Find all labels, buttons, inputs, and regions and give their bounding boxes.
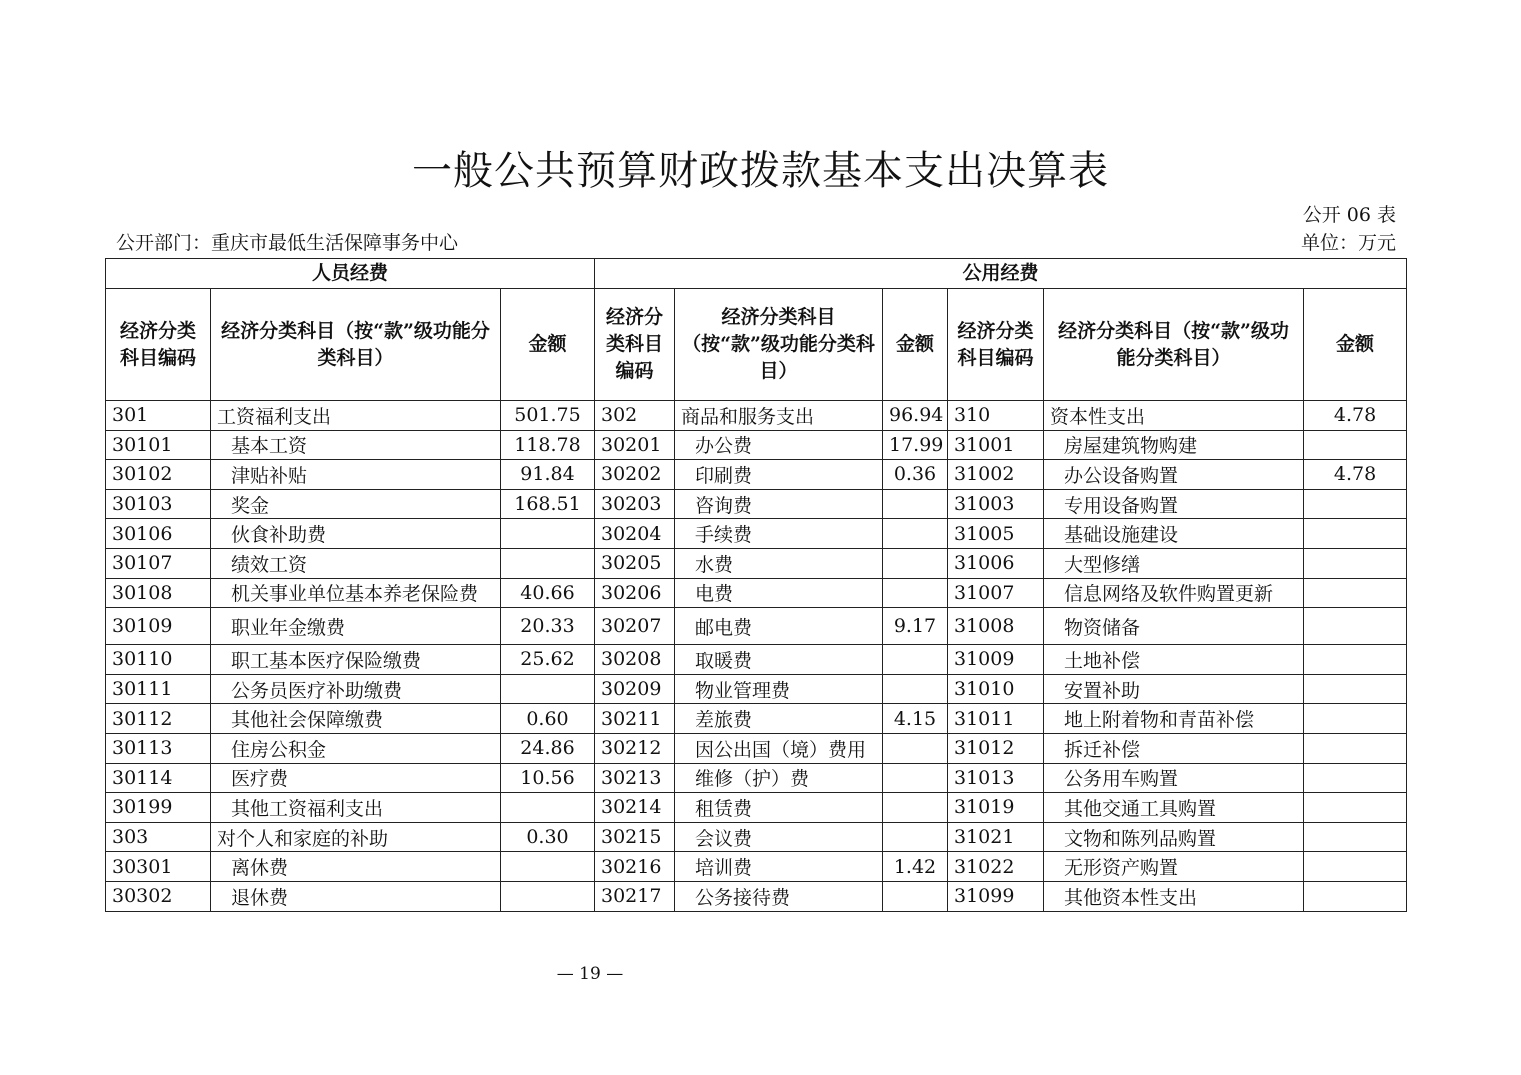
table-row xyxy=(106,763,1407,793)
cell-personnel-code: 30102 xyxy=(106,460,211,490)
cell-personnel-amount: 24.86 xyxy=(501,733,595,763)
cell-goods-amount xyxy=(883,763,948,793)
cell-goods-code: 30217 xyxy=(595,881,675,911)
cell-capital-name: 其他交通工具购置 xyxy=(1044,793,1304,823)
cell-capital-name: 物资储备 xyxy=(1044,608,1304,645)
cell-capital-code: 31011 xyxy=(948,704,1044,734)
cell-personnel-name: 机关事业单位基本养老保险费 xyxy=(211,578,501,608)
cell-capital-code: 31022 xyxy=(948,852,1044,882)
cell-goods-code: 30204 xyxy=(595,519,675,549)
cell-goods-amount: 96.94 xyxy=(883,401,948,431)
cell-personnel-code: 303 xyxy=(106,822,211,852)
table-row xyxy=(106,548,1407,578)
cell-personnel-name: 其他社会保障缴费 xyxy=(211,704,501,734)
cell-capital-name: 信息网络及软件购置更新 xyxy=(1044,578,1304,608)
cell-goods-code: 30205 xyxy=(595,548,675,578)
header-personnel-code: 经济分类科目编码 xyxy=(106,289,211,401)
cell-capital-name: 专用设备购置 xyxy=(1044,489,1304,519)
cell-personnel-amount: 168.51 xyxy=(501,489,595,519)
cell-capital-amount xyxy=(1304,578,1407,608)
cell-goods-name: 邮电费 xyxy=(675,608,883,645)
cell-capital-name: 土地补偿 xyxy=(1044,645,1304,675)
cell-capital-code: 31002 xyxy=(948,460,1044,490)
cell-goods-name: 因公出国（境）费用 xyxy=(675,733,883,763)
cell-personnel-code: 30103 xyxy=(106,489,211,519)
cell-capital-amount xyxy=(1304,793,1407,823)
page-title: 一般公共预算财政拨款基本支出决算表 xyxy=(412,148,1109,194)
cell-goods-amount: 0.36 xyxy=(883,460,948,490)
cell-capital-code: 31013 xyxy=(948,763,1044,793)
cell-goods-name: 维修（护）费 xyxy=(675,763,883,793)
cell-personnel-amount: 25.62 xyxy=(501,645,595,675)
cell-personnel-code: 30199 xyxy=(106,793,211,823)
cell-capital-name: 资本性支出 xyxy=(1044,401,1304,431)
cell-personnel-amount xyxy=(501,793,595,823)
cell-goods-name: 会议费 xyxy=(675,822,883,852)
cell-capital-code: 31003 xyxy=(948,489,1044,519)
table-row xyxy=(106,852,1407,882)
cell-goods-amount xyxy=(883,645,948,675)
cell-capital-name: 地上附着物和青苗补偿 xyxy=(1044,704,1304,734)
cell-capital-amount xyxy=(1304,489,1407,519)
page-number: — 19 — xyxy=(556,964,624,984)
cell-capital-amount xyxy=(1304,852,1407,882)
header-personnel-name: 经济分类科目（按“款”级功能分类科目） xyxy=(211,289,501,401)
cell-goods-code: 30208 xyxy=(595,645,675,675)
cell-goods-amount xyxy=(883,733,948,763)
cell-capital-name: 无形资产购置 xyxy=(1044,852,1304,882)
cell-personnel-amount: 0.60 xyxy=(501,704,595,734)
table-row xyxy=(106,401,1407,431)
cell-personnel-code: 30111 xyxy=(106,674,211,704)
cell-personnel-code: 30107 xyxy=(106,548,211,578)
cell-personnel-code: 30302 xyxy=(106,881,211,911)
cell-personnel-code: 30301 xyxy=(106,852,211,882)
table-row xyxy=(106,674,1407,704)
table-row xyxy=(106,489,1407,519)
cell-goods-code: 30213 xyxy=(595,763,675,793)
cell-capital-code: 31001 xyxy=(948,430,1044,460)
cell-personnel-code: 30106 xyxy=(106,519,211,549)
cell-goods-code: 30207 xyxy=(595,608,675,645)
cell-goods-name: 办公费 xyxy=(675,430,883,460)
table-row xyxy=(106,578,1407,608)
table-body xyxy=(106,401,1407,912)
cell-goods-name: 咨询费 xyxy=(675,489,883,519)
cell-capital-amount xyxy=(1304,704,1407,734)
cell-capital-amount xyxy=(1304,881,1407,911)
section-personnel: 人员经费 xyxy=(106,259,595,289)
cell-personnel-name: 基本工资 xyxy=(211,430,501,460)
cell-goods-name: 物业管理费 xyxy=(675,674,883,704)
cell-capital-name: 其他资本性支出 xyxy=(1044,881,1304,911)
cell-goods-amount xyxy=(883,578,948,608)
cell-personnel-name: 伙食补助费 xyxy=(211,519,501,549)
form-number: 公开 06 表 xyxy=(1302,204,1396,226)
header-capital-code: 经济分类科目编码 xyxy=(948,289,1044,401)
cell-capital-amount xyxy=(1304,674,1407,704)
cell-capital-name: 房屋建筑物购建 xyxy=(1044,430,1304,460)
cell-goods-code: 302 xyxy=(595,401,675,431)
cell-goods-name: 租赁费 xyxy=(675,793,883,823)
cell-goods-amount: 1.42 xyxy=(883,852,948,882)
cell-goods-amount xyxy=(883,548,948,578)
budget-table xyxy=(105,258,1407,912)
cell-goods-code: 30203 xyxy=(595,489,675,519)
cell-goods-code: 30216 xyxy=(595,852,675,882)
cell-goods-amount: 9.17 xyxy=(883,608,948,645)
cell-personnel-code: 30113 xyxy=(106,733,211,763)
cell-personnel-amount: 20.33 xyxy=(501,608,595,645)
cell-personnel-name: 职工基本医疗保险缴费 xyxy=(211,645,501,675)
cell-goods-amount xyxy=(883,881,948,911)
cell-goods-amount xyxy=(883,489,948,519)
cell-personnel-name: 住房公积金 xyxy=(211,733,501,763)
column-header-row xyxy=(106,289,1407,401)
cell-personnel-code: 30110 xyxy=(106,645,211,675)
cell-personnel-name: 公务员医疗补助缴费 xyxy=(211,674,501,704)
cell-capital-amount xyxy=(1304,608,1407,645)
table-row xyxy=(106,733,1407,763)
cell-personnel-name: 其他工资福利支出 xyxy=(211,793,501,823)
cell-goods-name: 差旅费 xyxy=(675,704,883,734)
cell-personnel-amount: 91.84 xyxy=(501,460,595,490)
cell-goods-name: 培训费 xyxy=(675,852,883,882)
cell-capital-amount xyxy=(1304,519,1407,549)
section-header-row xyxy=(106,259,1407,289)
cell-goods-amount xyxy=(883,519,948,549)
cell-goods-name: 印刷费 xyxy=(675,460,883,490)
cell-capital-code: 31019 xyxy=(948,793,1044,823)
cell-personnel-amount xyxy=(501,852,595,882)
cell-personnel-code: 30101 xyxy=(106,430,211,460)
header-capital-name: 经济分类科目（按“款”级功能分类科目） xyxy=(1044,289,1304,401)
cell-personnel-amount: 118.78 xyxy=(501,430,595,460)
cell-goods-name: 电费 xyxy=(675,578,883,608)
cell-personnel-name: 津贴补贴 xyxy=(211,460,501,490)
table-row xyxy=(106,881,1407,911)
cell-capital-code: 31006 xyxy=(948,548,1044,578)
table-row xyxy=(106,460,1407,490)
header-goods-code: 经济分类科目编码 xyxy=(595,289,675,401)
department-label: 公开部门：重庆市最低生活保障事务中心 xyxy=(116,232,459,254)
cell-goods-amount: 17.99 xyxy=(883,430,948,460)
cell-capital-amount xyxy=(1304,763,1407,793)
cell-personnel-name: 对个人和家庭的补助 xyxy=(211,822,501,852)
cell-capital-amount: 4.78 xyxy=(1304,460,1407,490)
header-goods-name: 经济分类科目（按“款”级功能分类科目） xyxy=(675,289,883,401)
table-row xyxy=(106,822,1407,852)
cell-goods-name: 水费 xyxy=(675,548,883,578)
cell-goods-name: 商品和服务支出 xyxy=(675,401,883,431)
cell-goods-code: 30206 xyxy=(595,578,675,608)
cell-personnel-code: 30112 xyxy=(106,704,211,734)
table-row xyxy=(106,645,1407,675)
cell-capital-amount xyxy=(1304,733,1407,763)
cell-personnel-name: 退休费 xyxy=(211,881,501,911)
cell-goods-code: 30202 xyxy=(595,460,675,490)
cell-capital-amount xyxy=(1304,645,1407,675)
cell-capital-code: 31099 xyxy=(948,881,1044,911)
cell-goods-code: 30211 xyxy=(595,704,675,734)
cell-personnel-code: 30114 xyxy=(106,763,211,793)
cell-capital-code: 31008 xyxy=(948,608,1044,645)
cell-capital-code: 31010 xyxy=(948,674,1044,704)
table-row xyxy=(106,704,1407,734)
table-row xyxy=(106,519,1407,549)
cell-goods-amount xyxy=(883,793,948,823)
cell-goods-amount xyxy=(883,822,948,852)
cell-capital-amount xyxy=(1304,822,1407,852)
cell-capital-amount: 4.78 xyxy=(1304,401,1407,431)
cell-personnel-name: 职业年金缴费 xyxy=(211,608,501,645)
cell-goods-code: 30215 xyxy=(595,822,675,852)
cell-goods-code: 30212 xyxy=(595,733,675,763)
cell-personnel-name: 绩效工资 xyxy=(211,548,501,578)
section-public: 公用经费 xyxy=(595,259,1407,289)
table-row xyxy=(106,793,1407,823)
cell-personnel-name: 奖金 xyxy=(211,489,501,519)
cell-capital-code: 31005 xyxy=(948,519,1044,549)
cell-personnel-name: 医疗费 xyxy=(211,763,501,793)
cell-capital-name: 办公设备购置 xyxy=(1044,460,1304,490)
cell-personnel-amount: 501.75 xyxy=(501,401,595,431)
cell-personnel-name: 工资福利支出 xyxy=(211,401,501,431)
header-goods-amount: 金额 xyxy=(883,289,948,401)
cell-goods-amount xyxy=(883,674,948,704)
cell-personnel-amount xyxy=(501,548,595,578)
cell-goods-name: 公务接待费 xyxy=(675,881,883,911)
cell-personnel-amount: 10.56 xyxy=(501,763,595,793)
cell-goods-code: 30214 xyxy=(595,793,675,823)
header-capital-amount: 金额 xyxy=(1304,289,1407,401)
cell-capital-name: 文物和陈列品购置 xyxy=(1044,822,1304,852)
table-row xyxy=(106,430,1407,460)
cell-personnel-name: 离休费 xyxy=(211,852,501,882)
cell-personnel-amount xyxy=(501,674,595,704)
cell-capital-name: 公务用车购置 xyxy=(1044,763,1304,793)
cell-capital-name: 安置补助 xyxy=(1044,674,1304,704)
cell-goods-name: 手续费 xyxy=(675,519,883,549)
cell-capital-amount xyxy=(1304,430,1407,460)
cell-goods-name: 取暖费 xyxy=(675,645,883,675)
cell-personnel-amount xyxy=(501,881,595,911)
cell-goods-code: 30201 xyxy=(595,430,675,460)
cell-capital-code: 310 xyxy=(948,401,1044,431)
cell-capital-code: 31007 xyxy=(948,578,1044,608)
cell-personnel-amount xyxy=(501,519,595,549)
cell-goods-amount: 4.15 xyxy=(883,704,948,734)
table-row xyxy=(106,608,1407,645)
cell-capital-code: 31012 xyxy=(948,733,1044,763)
cell-personnel-code: 301 xyxy=(106,401,211,431)
cell-capital-code: 31009 xyxy=(948,645,1044,675)
cell-capital-amount xyxy=(1304,548,1407,578)
unit-label: 单位：万元 xyxy=(1300,232,1396,254)
cell-personnel-amount: 40.66 xyxy=(501,578,595,608)
cell-goods-code: 30209 xyxy=(595,674,675,704)
cell-personnel-code: 30109 xyxy=(106,608,211,645)
cell-personnel-amount: 0.30 xyxy=(501,822,595,852)
cell-capital-code: 31021 xyxy=(948,822,1044,852)
cell-capital-name: 大型修缮 xyxy=(1044,548,1304,578)
cell-personnel-code: 30108 xyxy=(106,578,211,608)
cell-capital-name: 拆迁补偿 xyxy=(1044,733,1304,763)
header-personnel-amount: 金额 xyxy=(501,289,595,401)
cell-capital-name: 基础设施建设 xyxy=(1044,519,1304,549)
